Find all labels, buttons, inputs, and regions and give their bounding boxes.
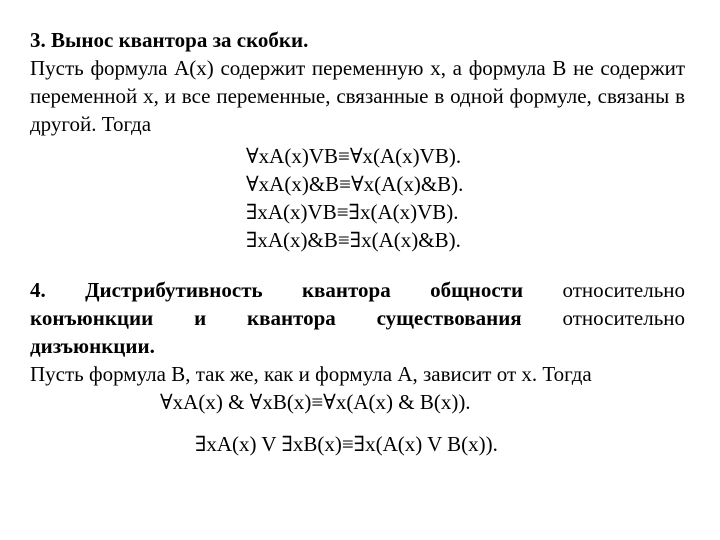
section-4-heading-plain-2: относительно (562, 306, 686, 330)
formula-forall-and: ∀xA(x)&B≡∀x(A(x)&B). (246, 172, 464, 196)
section-gap (30, 254, 685, 276)
section-3 (30, 26, 685, 138)
section-3-paragraph: Пусть формула A(x) содержит переменную x, а формула B не содержит переменной x, и все переменные, связанные в одной формуле, связаны в другой. Тогда (30, 56, 685, 136)
section-3-formulas (30, 142, 685, 254)
formula-exists-and: ∃xA(x)&B≡∃x(A(x)&B). (246, 228, 461, 252)
section-4-existential-quantifier: квантора существования (247, 306, 522, 330)
section-4-heading-plain: относительно (562, 278, 686, 302)
section-4-heading-bold: 4. Дистрибутивность квантора общности (30, 278, 524, 302)
section-4-conjunction: конъюнкции (30, 306, 154, 330)
section-4-paragraph: Пусть формула B, так же, как и формула A, зависит от x. Тогда (30, 362, 592, 386)
section-4-heading-line-3 (30, 332, 685, 360)
formula-distributive-exists: ∃xA(x) V ∃xB(x)≡∃x(A(x) V B(x)). (195, 432, 498, 456)
document-page (30, 26, 685, 458)
formula-forall-or: ∀xA(x)VB≡∀x(A(x)VB). (246, 144, 462, 168)
section-4-disjunction: дизъюнкции. (30, 334, 155, 358)
section-3-heading: 3. Вынос квантора за скобки. (30, 28, 309, 52)
section-4-heading-line-1 (30, 276, 685, 304)
formula-exists-or: ∃xA(x)VB≡∃x(A(x)VB). (246, 200, 459, 224)
section-4-heading-line-2 (30, 304, 685, 332)
formula-distributive-forall: ∀xA(x) & ∀xB(x)≡∀x(A(x) & B(x)). (160, 390, 471, 414)
section-4-and-word: и (194, 306, 207, 330)
